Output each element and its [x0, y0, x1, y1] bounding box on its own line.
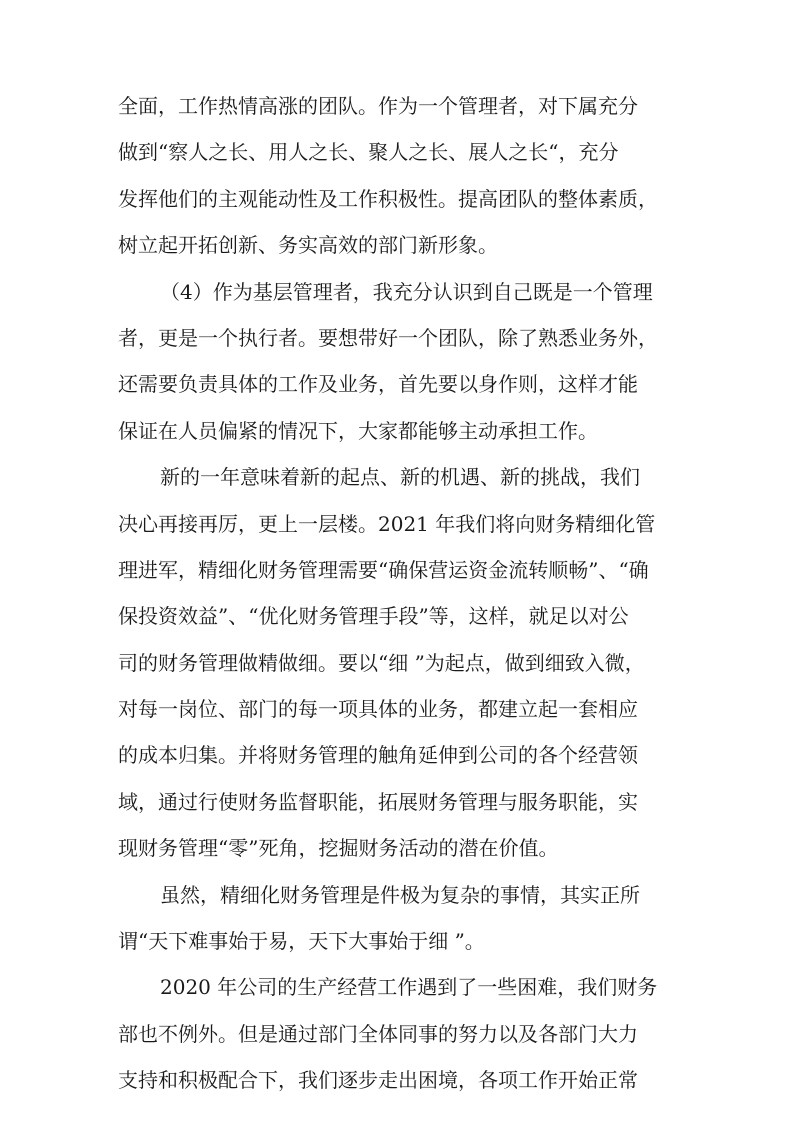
text-line: 者，更是一个执行者。要想带好一个团队，除了熟悉业务外，: [118, 325, 658, 350]
text-line: （4）作为基层管理者，我充分认识到自己既是一个管理: [160, 279, 653, 304]
text-line: 新的一年意味着新的起点、新的机遇、新的挑战，我们: [160, 465, 640, 490]
paragraph: [118, 454, 684, 872]
text-line: 保证在人员偏紧的情况下，大家都能够主动承担工作。: [118, 418, 598, 443]
text-line: 司的财务管理做精做细。要以“细 ”为起点，做到细致入微，: [118, 650, 645, 675]
text-line: 对每一岗位、部门的每一项具体的业务，都建立起一套相应: [118, 697, 638, 722]
text-line: 做到“察人之长、用人之长、聚人之长、展人之长“，充分: [118, 140, 619, 165]
paragraph: [118, 872, 684, 965]
text-line: 决心再接再厉，更上一层楼。2021 年我们将向财务精细化管: [118, 511, 656, 536]
text-line: 理进军，精细化财务管理需要“确保营运资金流转顺畅”、“确: [118, 557, 649, 582]
paragraph: [118, 269, 684, 455]
text-line: 2020 年公司的生产经营工作遇到了一些困难，我们财务: [160, 975, 658, 1000]
text-line: 还需要负责具体的工作及业务，首先要以身作则，这样才能: [118, 372, 638, 397]
text-line: 部也不例外。但是通过部门全体同事的努力以及各部门大力: [118, 1021, 638, 1046]
text-line: 发挥他们的主观能动性及工作积极性。提高团队的整体素质，: [118, 186, 658, 211]
paragraph: [118, 83, 684, 269]
text-line: 现财务管理“零”死角，挖掘财务活动的潜在价值。: [118, 836, 559, 861]
paragraph: [118, 964, 684, 1103]
text-line: 的成本归集。并将财务管理的触角延伸到公司的各个经营领: [118, 743, 638, 768]
text-line: 保投资效益”、“优化财务管理手段”等，这样，就足以对公: [118, 604, 629, 629]
text-line: 全面，工作热情高涨的团队。作为一个管理者，对下属充分: [118, 94, 638, 118]
text-line: 域，通过行使财务监督职能，拓展财务管理与服务职能，实: [118, 789, 638, 814]
text-line: 虽然，精细化财务管理是件极为复杂的事情，其实正所: [160, 882, 640, 907]
text-line: 树立起开拓创新、务实高效的部门新形象。: [118, 233, 498, 258]
text-line: 谓“天下难事始于易，天下大事始于细 ”。: [118, 929, 485, 954]
document-body: [118, 83, 684, 1104]
text-line: 支持和积极配合下，我们逐步走出困境，各项工作开始正常: [118, 1068, 638, 1093]
